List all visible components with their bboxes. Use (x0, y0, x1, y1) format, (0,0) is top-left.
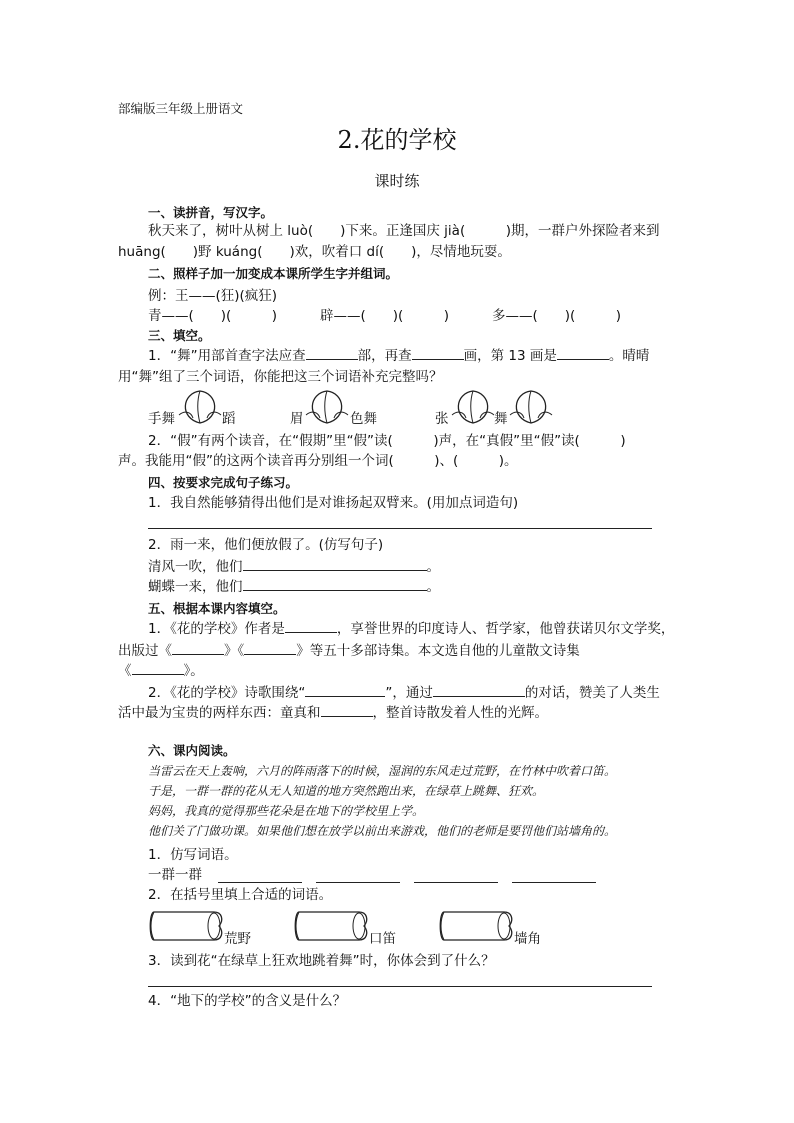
page-subtitle: 课时练 (374, 172, 420, 190)
s4-answer-2a: 清风一吹，他们 。 (148, 559, 440, 575)
peach-blank-1 (177, 388, 223, 426)
s6-word-2: 口笛 (369, 931, 396, 947)
s6-q1-blank-2 (316, 882, 400, 883)
reading-paragraph-3: 妈妈，我真的觉得那些花朵是在地下的学校里上学。 (148, 804, 425, 818)
s4-answer-line-1 (148, 528, 652, 529)
s6-question-3: 3．读到花“在绿草上狂欢地跳着舞”时，你体会到了什么？ (148, 953, 495, 969)
s6-q1-example: 一群一群 (148, 867, 202, 883)
s3-q1-line-2: 用“舞”组了三个词语，你能把这三个词语补充完整吗？ (118, 369, 443, 385)
series-label: 部编版三年级上册语文 (118, 101, 244, 116)
peach-blank-3 (450, 388, 496, 426)
scroll-blank-2 (293, 908, 371, 944)
s4-question-1: 1．我自然能够猜得出他们是对谁扬起双臂来。(用加点词造句) (148, 495, 519, 511)
s3-word-3-suffix: 舞 (494, 411, 508, 427)
section-3-heading: 三、填空。 (148, 328, 211, 343)
s3-word-1-suffix: 蹈 (222, 411, 236, 427)
s5-q1-line-1: 1．《花的学校》作者是 ，享誉世界的印度诗人、哲学家，他曾获诺贝尔文学奖， (148, 621, 675, 637)
s6-answer-line-3 (148, 986, 652, 987)
reading-paragraph-4: 他们关了门做功课。如果他们想在放学以前出来游戏，他们的老师是要罚他们站墙角的。 (148, 824, 617, 838)
s6-q1-blank-1 (218, 882, 302, 883)
s3-word-2-prefix: 眉 (290, 411, 304, 427)
s5-q1-line-3: 《 》。 (118, 663, 204, 679)
s6-word-1: 荒野 (224, 931, 251, 947)
section-4-heading: 四、按要求完成句子练习。 (148, 475, 299, 490)
s6-question-4: 4．“地下的学校”的含义是什么？ (148, 993, 347, 1009)
s2-question-3: 多——( )( ) (492, 308, 622, 324)
section-2-heading: 二、照样子加一加变成本课所学生字并组词。 (148, 266, 399, 281)
s3-word-3-prefix: 张 (435, 411, 449, 427)
s3-word-2-suffix: 色舞 (350, 411, 377, 427)
section-6-heading: 六、课内阅读。 (148, 743, 236, 758)
scroll-blank-1 (148, 908, 226, 944)
s6-question-1: 1．仿写词语。 (148, 847, 238, 863)
peach-blank-4 (508, 388, 554, 426)
s5-q2-line-1: 2．《花的学校》诗歌围绕“ ”，通过 的对话，赞美了人类生 (148, 685, 660, 701)
scroll-blank-3 (438, 908, 516, 944)
s6-q1-blank-4 (512, 882, 596, 883)
s4-answer-2b: 蝴蝶一来，他们 。 (148, 579, 440, 595)
s3-q2-line-2: 声。我能用“假”的这两个读音再分别组一个词( )、( )。 (118, 453, 518, 469)
s5-q2-line-2: 活中最为宝贵的两样东西：童真和 ，整首诗散发着人性的光辉。 (118, 705, 548, 721)
section-5-heading: 五、根据本课内容填空。 (148, 601, 286, 616)
s3-q1-line-1: 1．“舞”用部首查字法应查 部，再查 画，第 13 画是 。晴晴 (148, 348, 650, 364)
s2-question-1: 青——( )( ) (148, 308, 278, 324)
s3-q2-line-1: 2．“假”有两个读音，在“假期”里“假”读( )声，在“真假”里“假”读( ) (148, 433, 626, 449)
s6-word-3: 墙角 (514, 931, 541, 947)
s1-line-2: huāng( )野 kuáng( )欢，吹着口 dí( )，尽情地玩耍。 (118, 244, 511, 260)
s5-q1-line-2: 出版过《 》《 》等五十多部诗集。本文选自他的儿童散文诗集 (118, 643, 580, 659)
s6-question-2: 2．在括号里填上合适的词语。 (148, 887, 333, 903)
s3-word-1-prefix: 手舞 (148, 411, 175, 427)
peach-blank-2 (304, 388, 350, 426)
page-title: 2.花的学校 (337, 126, 457, 154)
reading-paragraph-1: 当雷云在天上轰响，六月的阵雨落下的时候，湿润的东风走过荒野，在竹林中吹着口笛。 (148, 764, 617, 778)
s4-question-2: 2．雨一来，他们便放假了。(仿写句子) (148, 537, 384, 553)
s6-q1-blank-3 (414, 882, 498, 883)
section-1-heading: 一、读拼音，写汉字。 (148, 205, 274, 220)
s2-example: 例：王——(狂)(疯狂) (148, 288, 278, 304)
s1-line-1: 秋天来了，树叶从树上 luò( )下来。正逢国庆 jià( )期，一群户外探险者来到 (148, 223, 660, 239)
reading-paragraph-2: 于是，一群一群的花从无人知道的地方突然跑出来，在绿草上跳舞、狂欢。 (148, 784, 545, 798)
s2-question-2: 辟——( )( ) (320, 308, 450, 324)
